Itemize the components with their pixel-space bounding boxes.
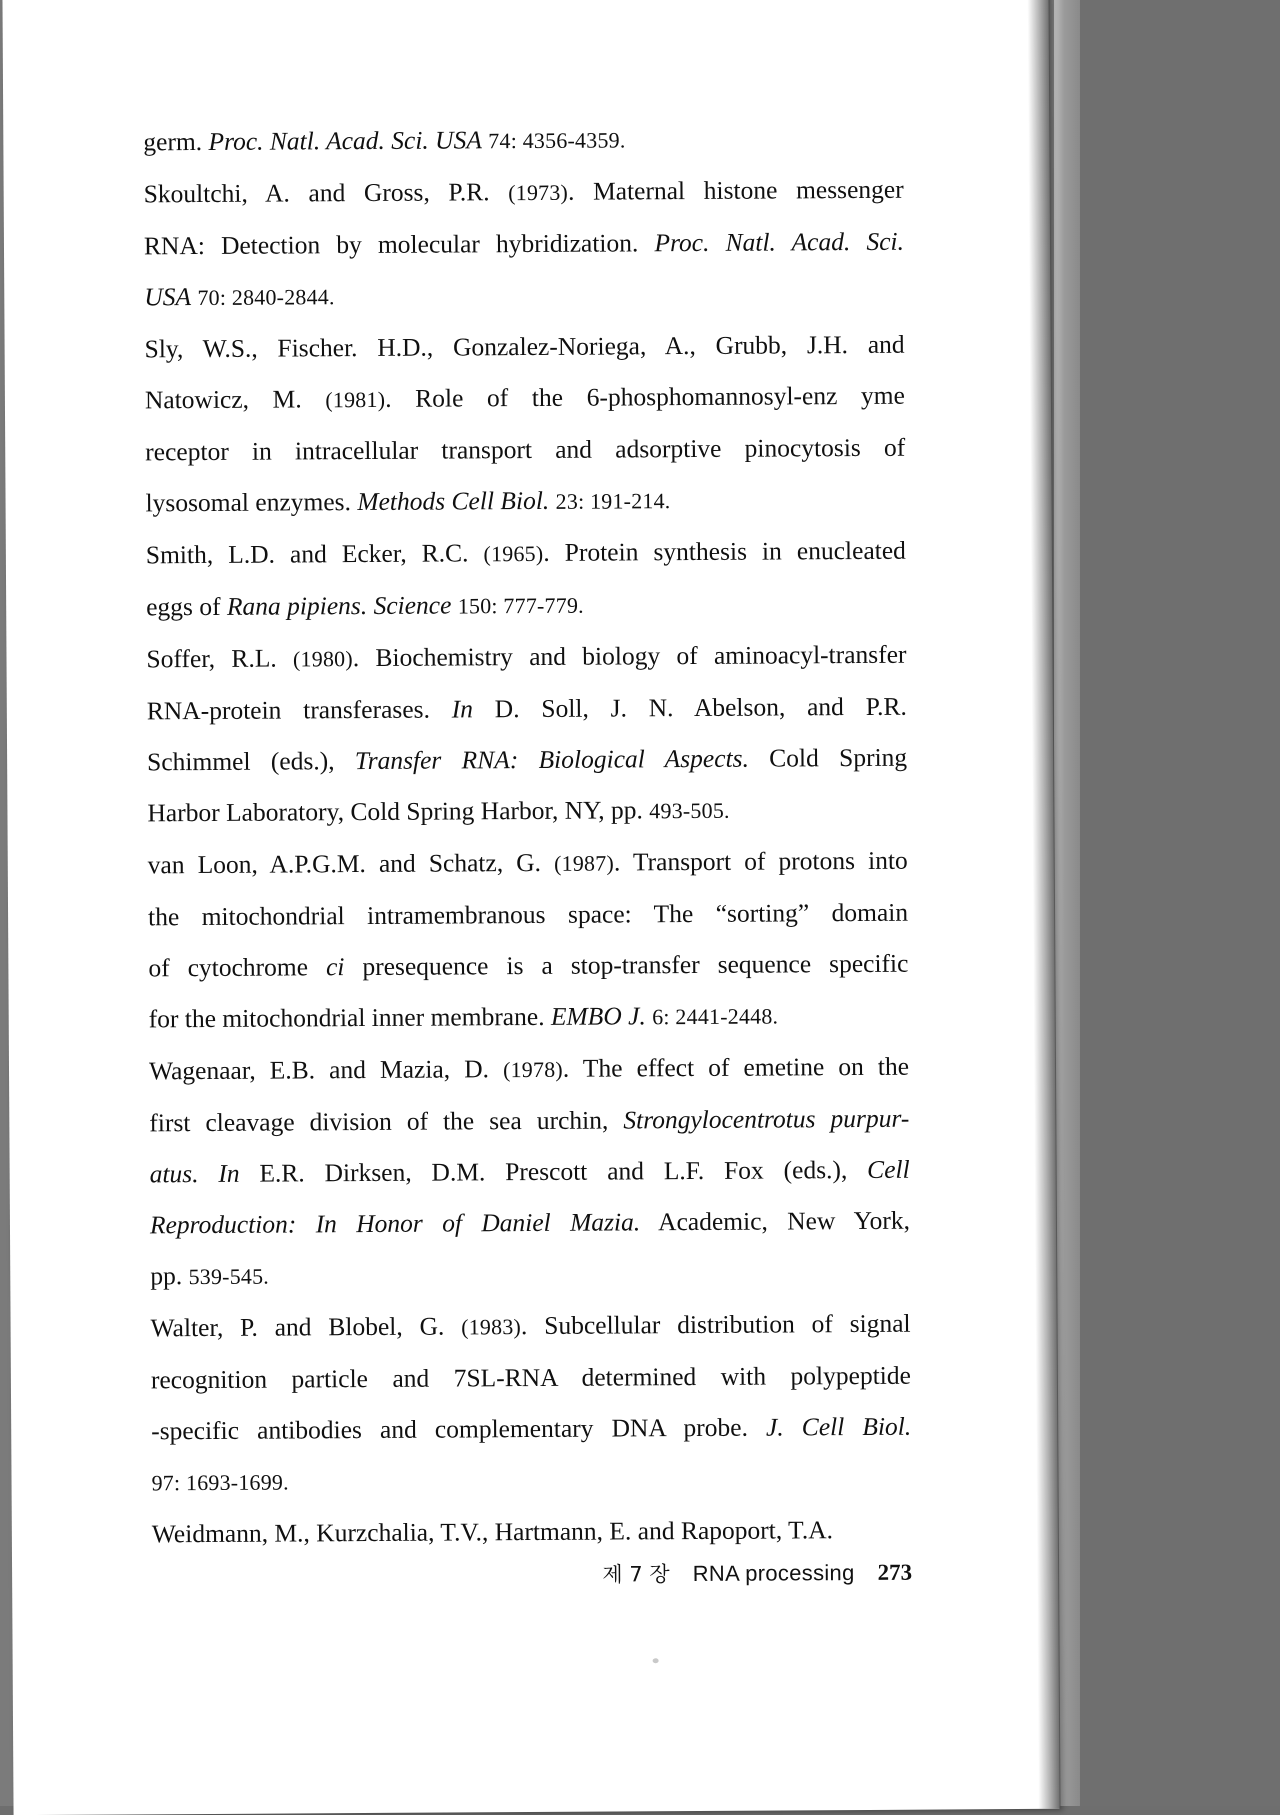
reference-line: Soffer, R.L. (1980). Biochemistry and biology of aminoacyl-transfer bbox=[146, 639, 907, 674]
reference-line: for the mitochondrial inner membrane. EMBO J. 6: 2441-2448. bbox=[148, 1001, 779, 1034]
reference-line: atus. In E.R. Dirksen, D.M. Prescott and L.F. Fox (eds.), Cell bbox=[149, 1154, 910, 1189]
reference-line: recognition particle and 7SL-RNA determined with polypeptide bbox=[150, 1360, 911, 1395]
reference-line: eggs of Rana pipiens. Science 150: 777-779. bbox=[146, 590, 584, 622]
reference-line: RNA: Detection by molecular hybridization. Proc. Natl. Acad. Sci. bbox=[143, 226, 905, 261]
reference-entry bbox=[150, 1298, 911, 1509]
reference-entry bbox=[143, 112, 903, 169]
reference-line: the mitochondrial intramembranous space: The “sorting” domain bbox=[147, 897, 909, 932]
reference-line: 97: 1693-1699. bbox=[151, 1469, 289, 1496]
reference-line: -specific antibodies and complementary DNA probe. J. Cell Biol. bbox=[151, 1411, 912, 1446]
reference-line: of cytochrome ci presequence is a stop-transfer sequence specific bbox=[148, 948, 909, 983]
reference-entry bbox=[146, 629, 907, 840]
reference-line: Skoultchi, A. and Gross, P.R. (1973). Maternal histone messenger bbox=[143, 174, 904, 209]
reference-line: pp. 539-545. bbox=[150, 1261, 270, 1291]
reference-entry bbox=[149, 1041, 911, 1303]
reference-entry bbox=[152, 1504, 912, 1560]
reference-line: Weidmann, M., Kurzchalia, T.V., Hartmann, E. and Rapoport, T.A. bbox=[151, 1515, 834, 1549]
reference-entry bbox=[144, 164, 905, 324]
reference-line: receptor in intracellular transport and adsorptive pinocytosis of bbox=[145, 432, 906, 467]
reference-line: first cleavage division of the sea urchin, Strongylocentrotus purpur- bbox=[149, 1103, 910, 1138]
reference-line: Reproduction: In Honor of Daniel Mazia. Academic, New York, bbox=[149, 1205, 911, 1240]
reference-line: Harbor Laboratory, Cold Spring Harbor, NY, pp. 493-505. bbox=[147, 795, 730, 828]
reference-entry bbox=[148, 835, 909, 1046]
reference-line: Wagenaar, E.B. and Mazia, D. (1978). The effect of emetine on the bbox=[148, 1051, 910, 1086]
reference-line: RNA-protein transferases. In D. Soll, J. N. Abelson, and P.R. bbox=[146, 691, 907, 726]
reference-line: van Loon, A.P.G.M. and Schatz, G. (1987). Transport of protons into bbox=[147, 845, 908, 880]
reference-line: Sly, W.S., Fischer. H.D., Gonzalez-Noriega, A., Grubb, J.H. and bbox=[144, 329, 905, 364]
reference-line: Walter, P. and Blobel, G. (1983). Subcellular distribution of signal bbox=[150, 1308, 911, 1343]
page-sheet bbox=[2, 0, 1059, 1815]
reference-list bbox=[143, 112, 912, 1560]
footer-chapter-label: RNA processing bbox=[692, 1560, 855, 1587]
reference-line: USA 70: 2840-2844. bbox=[144, 282, 335, 312]
reference-line: Schimmel (eds.), Transfer RNA: Biological Aspects. Cold Spring bbox=[147, 742, 908, 777]
reference-line: germ. Proc. Natl. Acad. Sci. USA 74: 4356-4359. bbox=[143, 125, 626, 157]
reference-entry bbox=[144, 319, 905, 530]
page-footer bbox=[152, 1557, 912, 1592]
reference-line: lysosomal enzymes. Methods Cell Biol. 23: 191-214. bbox=[145, 485, 671, 518]
reference-entry bbox=[146, 525, 907, 634]
scan-background-right bbox=[1080, 0, 1280, 1806]
footer-page-number: 273 bbox=[877, 1559, 913, 1585]
scan-speck bbox=[653, 1658, 659, 1663]
reference-line: Natowicz, M. (1981). Role of the 6-phosphomannosyl-enz yme bbox=[144, 380, 905, 415]
reference-line: Smith, L.D. and Ecker, R.C. (1965). Protein synthesis in enucleated bbox=[145, 535, 906, 570]
footer-chapter-korean: 제 7 장 bbox=[602, 1562, 670, 1587]
